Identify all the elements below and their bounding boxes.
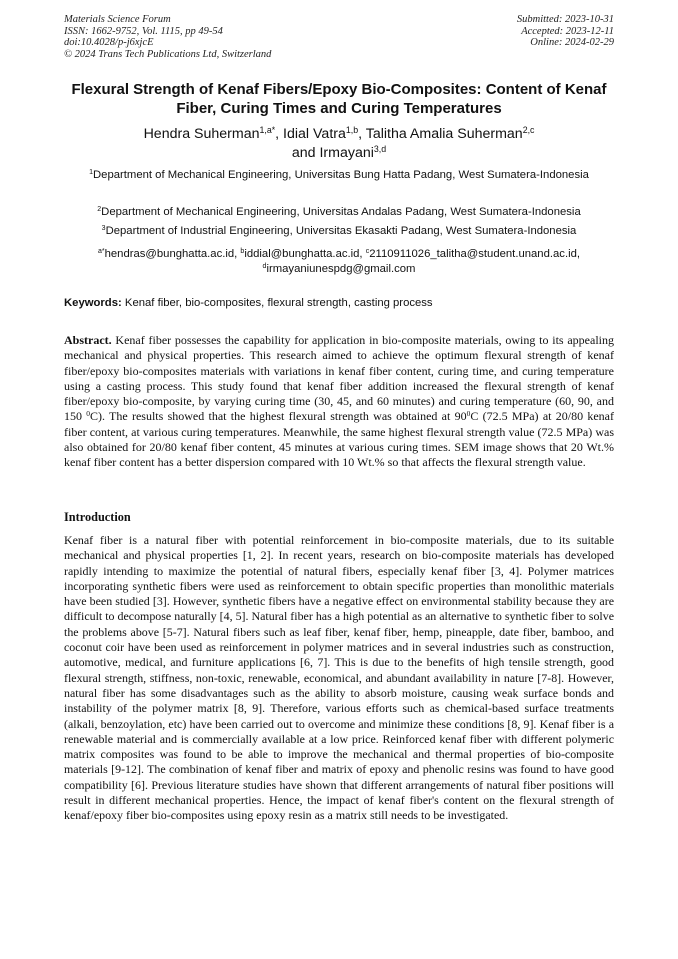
- degree-superscript: 0: [86, 409, 90, 419]
- affiliation-number: 3: [101, 225, 106, 233]
- author-list: [64, 125, 614, 163]
- affiliation-3: [64, 224, 614, 239]
- affiliation-text: Department of Industrial Engineering, Universitas Ekasakti Padang, West Sumatera-Indonesia: [105, 225, 577, 237]
- email-link[interactable]: 2110911026_talitha@student.unand.ac.id,: [369, 248, 581, 260]
- email-mark: c: [365, 248, 370, 256]
- author-affiliation-mark: 3,d: [373, 144, 387, 155]
- affiliation-number: 2: [97, 206, 102, 214]
- author-affiliation-mark: 2,c: [522, 125, 535, 136]
- degree-superscript: 0: [466, 409, 471, 419]
- affiliation-text: Department of Mechanical Engineering, Universitas Bung Hatta Padang, West Sumatera-Indonesia: [93, 169, 589, 181]
- accepted-date: Accepted: 2023-12-11: [521, 25, 614, 37]
- section-heading-introduction: Introduction: [64, 510, 131, 524]
- author-separator: ,: [358, 126, 366, 142]
- journal-info: [64, 14, 364, 60]
- introduction-paragraph: Kenaf fiber is a natural fiber with potential reinforcement in bio-composite materials, due to its suitable mechanical and physical properties [1, 2]. In recent years, research on bio-composite materials has developed rapidly intending to maximize the potential of natural fibers, especially kenaf fiber [3, 4]. Polymer matrices incorporating synthetic fibers were used as reinforcement to obtain specific properties than monolithic materials have been studied [3]. However, synthetic fibers have a negative effect on environmental stability because they are difficult to decompose naturally [4, 5]. Natural fiber has a high potential as an alternative to synthetic fiber to solve the problems above [5-7]. Natural fibers such as leaf fiber, kenaf fiber, hemp, pineapple, date fiber, bamboo, and coconut coir have been used as reinforcement in polymer matrices and in several industries such as construction, automotive, medical, and furniture applications [6, 7]. This is due to the benefits of high tensile strength, good flexural strength, stiffness, non-toxic, renewable, economical, and abundant availability in nature [7-8]. However, natural fiber has some disadvantages such as the ability to absorb moisture, causing weak surface bonds and instability of the polymer matrix [8, 9]. Therefore, various efforts such as chemical-based surface treatments (alkali, benzoylation, etc) have been carried out to overcome and minimize these conditions [8, 9]. Kenaf fiber is a renewable material and is commercially available at a low price. Reinforced kenaf fiber with different polymeric matrix composites was found to be able to improve the mechanical and thermal properties of bio-composite materials [9-12]. The combination of kenaf fiber and matrix of epoxy and phenolic resins was found to have good compatibility [6]. Previous literature studies have shown that different arrangements of natural fiber positions will result in different mechanical properties. Hence, the impact of kenaf fiber's content on the flexural strength of kenaf/epoxy fiber bio-composites using epoxy resin as a matrix still needs to be investigated.: [64, 533, 614, 823]
- affiliation-2: [64, 205, 614, 220]
- doi-link[interactable]: doi:10.4028/p-j6xjcE: [64, 37, 154, 49]
- paper-title: Flexural Strength of Kenaf Fibers/Epoxy Bio-Composites: Content of Kenaf Fiber, Curing Times and Curing Temperatures: [71, 81, 607, 117]
- journal-name: Materials Science Forum: [64, 14, 171, 25]
- abstract: [64, 333, 614, 471]
- journal-issn: ISSN: 1662-9752, Vol. 1115, pp 49-54: [64, 25, 223, 37]
- email-mark: d: [262, 263, 267, 271]
- email-mark: a*: [97, 248, 105, 256]
- abstract-text: C (72.5 MPa) at 20/80 kenaf fiber content, at various curing temperatures. Meanwhile, the same highest flexural strength value (72.5 MPa) was also obtained for 20/80 kenaf fiber content, 45 minutes at various curing times. SEM image shows that 20 Wt.% kenaf fiber content has a better dispersion compared with 10 Wt.% so that affects the flexural strength value.: [64, 409, 615, 470]
- email-link[interactable]: hendras@bunghatta.ac.id,: [104, 248, 241, 260]
- affiliation-text: Department of Mechanical Engineering, Universitas Andalas Padang, West Sumatera-Indonesia: [101, 206, 581, 218]
- abstract-label: Abstract.: [64, 333, 112, 347]
- author-affiliation-mark: 1,b: [345, 125, 359, 136]
- online-date: Online: 2024-02-29: [530, 37, 614, 49]
- author-name: and Irmayani: [291, 145, 374, 161]
- keywords: [64, 296, 614, 310]
- author-name: Talitha Amalia Suherman: [365, 126, 523, 142]
- keywords-text: Kenaf fiber, bio-composites, flexural strength, casting process: [121, 297, 433, 309]
- publication-dates: [374, 14, 614, 49]
- abstract-text: Kenaf fiber possesses the capability for application in bio-composite materials, owing to its appealing mechanical and physical properties. This research aimed to achieve the optimum flexural strength of kenaf fiber/epoxy bio-composites materials with variations in kenaf fiber content, curing time, and curing temperature using a casting process. This study found that kenaf fiber addition increased the flexural strength of kenaf fiber/epoxy bio-composite, by varying curing time (30, 45, and 60 minutes) and curing temperature (60, 90, and 150: [64, 333, 614, 424]
- abstract-text: C). The results showed that the highest flexural strength was obtained at 90: [90, 409, 467, 424]
- author-affiliation-mark: 1,a*: [259, 125, 276, 136]
- email-link[interactable]: iddial@bunghatta.ac.id,: [244, 248, 366, 260]
- email-mark: b: [240, 248, 245, 256]
- author-name: Hendra Suherman: [143, 126, 260, 142]
- author-name: Idial Vatra: [283, 126, 346, 142]
- submitted-date: Submitted: 2023-10-31: [516, 14, 614, 25]
- keywords-label: Keywords:: [64, 297, 122, 309]
- author-separator: ,: [275, 126, 284, 142]
- author-emails: [64, 247, 614, 277]
- affiliation-number: 1: [89, 169, 94, 177]
- copyright-notice: © 2024 Trans Tech Publications Ltd, Switzerland: [64, 48, 272, 60]
- email-link[interactable]: irmayaniunespdg@gmail.com: [266, 263, 416, 275]
- affiliation-1: [64, 168, 614, 183]
